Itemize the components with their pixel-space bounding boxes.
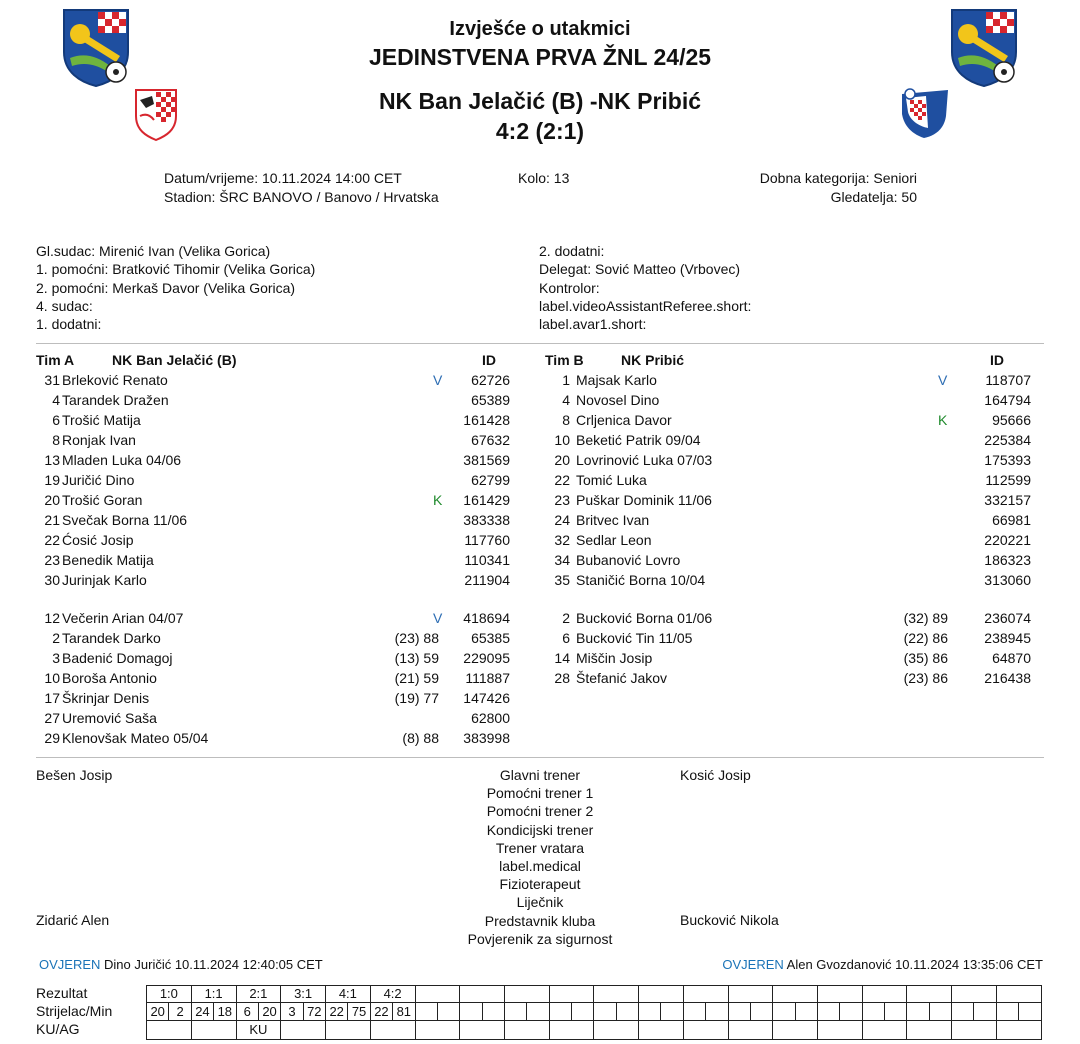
score-cell: [817, 986, 862, 1003]
player-name: Trošić Goran: [62, 492, 143, 508]
scorer-cell: [952, 1003, 974, 1021]
player-name: Štefanić Jakov: [576, 670, 668, 686]
kuag-cell: [415, 1021, 460, 1040]
player-name: Svečak Borna 11/06: [62, 512, 188, 528]
player-number: 22: [44, 532, 60, 548]
score-cell: [907, 986, 952, 1003]
player-number: 6: [52, 412, 60, 428]
divider: [36, 757, 1044, 758]
player-id: 118707: [985, 372, 1031, 388]
staff-role-label: Predstavnik kluba: [484, 912, 596, 929]
player-id: 161428: [463, 412, 510, 428]
score-cell: 1:1: [191, 986, 236, 1003]
scorer-cell: [549, 1003, 571, 1021]
player-row: [30, 510, 510, 530]
official-main-referee: Gl.sudac: Mirenić Ivan (Velika Gorica): [36, 243, 271, 259]
scorer-cell: [683, 1003, 705, 1021]
score-cell: [415, 986, 460, 1003]
score-cell: [683, 986, 728, 1003]
captain-mark: K: [938, 412, 948, 428]
scorer-cell: 72: [303, 1003, 325, 1021]
player-name: Bubanović Lovro: [576, 552, 681, 568]
team-a-label: Tim A: [36, 352, 75, 368]
player-row: [30, 668, 510, 688]
kuag-cell: [683, 1021, 728, 1040]
player-id: 112599: [985, 472, 1031, 488]
player-number: 23: [44, 552, 60, 568]
results-score-row: [147, 986, 1042, 1003]
scorer-cell: [795, 1003, 817, 1021]
results-label-score: Rezultat: [36, 985, 88, 1001]
player-row: [30, 430, 510, 450]
scorer-cell: [572, 1003, 594, 1021]
player-name: Boroša Antonio: [62, 670, 157, 686]
player-row: [30, 490, 510, 510]
results-grid: [146, 985, 1042, 1040]
player-row: [30, 410, 510, 430]
player-name: Bucković Borna 01/06: [576, 610, 713, 626]
player-number: 8: [52, 432, 60, 448]
staff-role-label: Povjerenik za sigurnost: [467, 930, 613, 947]
league-title: JEDINSTVENA PRVA ŽNL 24/25: [368, 44, 712, 70]
scorer-cell: [616, 1003, 638, 1021]
player-id: 236074: [984, 610, 1031, 626]
official-delegate: Delegat: Sović Matteo (Vrbovec): [539, 261, 741, 278]
divider: [36, 343, 1044, 344]
scorer-cell: [460, 1003, 482, 1021]
player-id: 117760: [464, 532, 510, 548]
player-row: [30, 530, 510, 550]
score-cell: 2:1: [236, 986, 281, 1003]
match-teams: [0, 88, 1080, 115]
player-number: 20: [44, 492, 60, 508]
player-name: Badenić Domagoj: [62, 650, 173, 666]
player-id: 220221: [984, 532, 1031, 548]
official-additional-2: 2. dodatni:: [539, 243, 605, 259]
score-cell: [504, 986, 549, 1003]
scorer-cell: [750, 1003, 772, 1021]
scorer-cell: [728, 1003, 750, 1021]
kuag-cell: [996, 1021, 1041, 1040]
kuag-cell: [281, 1021, 326, 1040]
player-number: 2: [562, 610, 570, 626]
staff-role-label: Liječnik: [516, 894, 564, 911]
player-number: 21: [44, 512, 60, 528]
player-id: 383998: [463, 730, 510, 746]
player-row: [30, 550, 510, 570]
player-id: 313060: [984, 572, 1031, 588]
scorer-cell: [594, 1003, 616, 1021]
staff-roles: [420, 766, 660, 948]
away-verified-text: Alen Gvozdanović 10.11.2024 13:35:06 CET: [786, 957, 1043, 972]
player-name: Ćosić Josip: [62, 532, 134, 548]
kuag-cell: [773, 1021, 818, 1040]
player-id: 65385: [471, 630, 510, 646]
official-assistant-1: 1. pomoćni: Bratković Tihomir (Velika Gorica): [36, 261, 316, 278]
final-score: 4:2 (2:1): [495, 118, 585, 144]
substitution-info: (35) 86: [903, 650, 948, 666]
player-id: 62726: [471, 372, 510, 388]
scorer-cell: [504, 1003, 526, 1021]
player-id: 216438: [984, 670, 1031, 686]
player-name: Tarandek Darko: [62, 630, 161, 646]
scorer-cell: [482, 1003, 504, 1021]
away-team-name: NK Pribić: [597, 88, 702, 114]
player-id: 64870: [992, 650, 1031, 666]
team-b-name: NK Pribić: [621, 352, 685, 368]
kuag-cell: [147, 1021, 192, 1040]
player-name: Tarandek Dražen: [62, 392, 169, 408]
player-name: Majsak Karlo: [576, 372, 657, 388]
player-number: 4: [562, 392, 570, 408]
team-b-id-header: ID: [990, 352, 1004, 368]
kuag-cell: [907, 1021, 952, 1040]
player-row: [30, 648, 510, 668]
match-datetime: Datum/vrijeme: 10.11.2024 14:00 CET: [164, 170, 402, 186]
player-row: [540, 668, 1030, 688]
player-row: [30, 450, 510, 470]
player-number: 19: [44, 472, 60, 488]
score-cell: [549, 986, 594, 1003]
player-id: 211904: [464, 572, 510, 588]
player-id: 381569: [463, 452, 510, 468]
home-verified-text: Dino Juričić 10.11.2024 12:40:05 CET: [104, 957, 323, 972]
scorer-cell: 20: [258, 1003, 280, 1021]
away-club-representative: Bucković Nikola: [680, 912, 779, 928]
match-stadium: Stadion: ŠRC BANOVO / Banovo / Hrvatska: [164, 189, 439, 205]
player-number: 8: [562, 412, 570, 428]
kuag-cell: [639, 1021, 684, 1040]
team-separator: -: [589, 88, 598, 114]
scorer-cell: [437, 1003, 459, 1021]
substitution-info: (13) 59: [394, 650, 439, 666]
player-id: 418694: [463, 610, 510, 626]
player-name: Juričić Dino: [62, 472, 135, 488]
kuag-cell: [370, 1021, 415, 1040]
player-id: 66981: [992, 512, 1031, 528]
player-number: 29: [44, 730, 60, 746]
scorer-cell: 81: [393, 1003, 415, 1021]
player-name: Jurinjak Karlo: [62, 572, 147, 588]
kuag-cell: [862, 1021, 907, 1040]
player-row: [540, 628, 1030, 648]
scorer-cell: 22: [326, 1003, 348, 1021]
official-controller: Kontrolor:: [539, 279, 600, 296]
player-row: [30, 470, 510, 490]
player-number: 32: [554, 532, 570, 548]
player-number: 28: [554, 670, 570, 686]
scorer-cell: [929, 1003, 951, 1021]
substitution-info: (19) 77: [394, 690, 439, 706]
player-row: [540, 410, 1030, 430]
player-row: [540, 470, 1030, 490]
player-name: Beketić Patrik 09/04: [576, 432, 701, 448]
player-name: Staničić Borna 10/04: [576, 572, 706, 588]
player-row: [540, 510, 1030, 530]
match-round: Kolo: 13: [518, 170, 570, 186]
player-number: 13: [44, 452, 60, 468]
player-number: 3: [52, 650, 60, 666]
player-name: Ronjak Ivan: [62, 432, 136, 448]
scorer-cell: [840, 1003, 862, 1021]
kuag-cell: [728, 1021, 773, 1040]
scorer-cell: [862, 1003, 884, 1021]
score-cell: [862, 986, 907, 1003]
player-id: 147426: [463, 690, 510, 706]
score-cell: 4:1: [326, 986, 371, 1003]
staff-role-label: Pomoćni trener 2: [486, 803, 594, 820]
player-row: [540, 550, 1030, 570]
captain-mark: K: [433, 492, 443, 508]
score-cell: [639, 986, 684, 1003]
player-number: 2: [52, 630, 60, 646]
kuag-cell: [549, 1021, 594, 1040]
score-cell: [996, 986, 1041, 1003]
scorer-cell: [907, 1003, 929, 1021]
staff-role-label: Glavni trener: [499, 767, 581, 783]
player-number: 10: [554, 432, 570, 448]
staff-role-label: Trener vratara: [495, 839, 585, 856]
kuag-cell: [504, 1021, 549, 1040]
player-id: 383338: [463, 512, 510, 528]
away-verification: [722, 957, 1043, 972]
staff-role-label: Pomoćni trener 1: [486, 785, 594, 802]
player-row: [30, 608, 510, 628]
player-number: 27: [44, 710, 60, 726]
substitution-info: (23) 88: [394, 630, 439, 646]
player-number: 14: [554, 650, 570, 666]
player-name: Lovrinović Luka 07/03: [576, 452, 713, 468]
away-verified-status: OVJEREN: [722, 957, 784, 972]
player-id: 111887: [465, 670, 510, 686]
scorer-cell: [706, 1003, 728, 1021]
score-cell: [773, 986, 818, 1003]
player-number: 34: [554, 552, 570, 568]
scorer-cell: 22: [370, 1003, 392, 1021]
kuag-cell: [952, 1021, 997, 1040]
official-assistant-2: 2. pomoćni: Merkaš Davor (Velika Gorica): [36, 279, 296, 296]
official-additional-1: 1. dodatni:: [36, 316, 102, 333]
player-number: 31: [44, 372, 60, 388]
player-id: 175393: [984, 452, 1031, 468]
player-number: 1: [562, 372, 570, 388]
player-row: [540, 390, 1030, 410]
scorer-cell: 18: [214, 1003, 236, 1021]
score-cell: [728, 986, 773, 1003]
player-row: [30, 570, 510, 590]
scorer-cell: 2: [169, 1003, 191, 1021]
player-number: 22: [554, 472, 570, 488]
player-row: [30, 370, 510, 390]
player-id: 161429: [463, 492, 510, 508]
player-number: 6: [562, 630, 570, 646]
home-head-coach: Bešen Josip: [36, 767, 113, 783]
scorer-cell: [661, 1003, 683, 1021]
away-head-coach: Kosić Josip: [680, 767, 751, 783]
score-cell: 1:0: [147, 986, 192, 1003]
player-id: 164794: [984, 392, 1031, 408]
player-name: Puškar Dominik 11/06: [576, 492, 712, 508]
goalkeeper-mark: V: [433, 610, 443, 626]
player-row: [540, 490, 1030, 510]
scorer-cell: 6: [236, 1003, 258, 1021]
player-row: [540, 530, 1030, 550]
player-number: 4: [52, 392, 60, 408]
player-name: Bucković Tin 11/05: [576, 630, 693, 646]
official-avar: label.avar1.short:: [539, 316, 647, 333]
player-name: Škrinjar Denis: [62, 690, 150, 706]
player-row: [30, 728, 510, 748]
kuag-cell: [191, 1021, 236, 1040]
player-number: 10: [44, 670, 60, 686]
player-id: 225384: [984, 432, 1031, 448]
player-row: [540, 570, 1030, 590]
score-cell: [952, 986, 997, 1003]
player-row: [540, 370, 1030, 390]
player-id: 62799: [471, 472, 510, 488]
player-name: Novosel Dino: [576, 392, 660, 408]
staff-role-label: Kondicijski trener: [486, 821, 594, 838]
officials-right: [539, 242, 751, 333]
player-name: Crljenica Davor: [576, 412, 672, 428]
player-name: Sedlar Leon: [576, 532, 652, 548]
substitution-info: (22) 86: [903, 630, 948, 646]
scorer-cell: 24: [191, 1003, 213, 1021]
staff-role-label: Fizioterapeut: [499, 876, 581, 893]
home-verification: [39, 957, 323, 972]
goalkeeper-mark: V: [433, 372, 443, 388]
results-label-scorer: Strijelac/Min: [36, 1003, 113, 1019]
player-number: 23: [554, 492, 570, 508]
player-id: 95666: [992, 412, 1031, 428]
staff-role-label: label.medical: [499, 858, 581, 875]
player-number: 30: [44, 572, 60, 588]
player-number: 24: [554, 512, 570, 528]
player-id: 65389: [471, 392, 510, 408]
player-row: [30, 390, 510, 410]
player-row: [540, 430, 1030, 450]
player-id: 67632: [471, 432, 510, 448]
results-kuag-row: [147, 1021, 1042, 1040]
player-row: [30, 628, 510, 648]
substitution-info: (8) 88: [402, 730, 439, 746]
scorer-cell: 75: [348, 1003, 370, 1021]
scorer-cell: [639, 1003, 661, 1021]
player-name: Mladen Luka 04/06: [62, 452, 182, 468]
score-cell: 4:2: [370, 986, 415, 1003]
substitution-info: (32) 89: [903, 610, 948, 626]
official-fourth: 4. sudac:: [36, 297, 93, 314]
score-cell: [460, 986, 505, 1003]
player-id: 229095: [463, 650, 510, 666]
team-a-name: NK Ban Jelačić (B): [112, 352, 237, 368]
player-id: 186323: [984, 552, 1031, 568]
player-name: Benedik Matija: [62, 552, 154, 568]
player-row: [30, 688, 510, 708]
scorer-cell: 20: [147, 1003, 169, 1021]
substitution-info: (21) 59: [394, 670, 439, 686]
player-name: Miščin Josip: [576, 650, 653, 666]
score-cell: 3:1: [281, 986, 326, 1003]
kuag-cell: [460, 1021, 505, 1040]
scorer-cell: [1019, 1003, 1042, 1021]
results-label-kuag: KU/AG: [36, 1021, 80, 1037]
results-scorer-row: [147, 1003, 1042, 1021]
player-name: Uremović Saša: [62, 710, 157, 726]
scorer-cell: [415, 1003, 437, 1021]
scorer-cell: [996, 1003, 1018, 1021]
home-club-representative: Zidarić Alen: [36, 912, 110, 928]
player-name: Britvec Ivan: [576, 512, 650, 528]
match-spectators: Gledatelja: 50: [830, 189, 917, 205]
team-b-label: Tim B: [545, 352, 584, 368]
kuag-cell: [326, 1021, 371, 1040]
official-var: label.videoAssistantReferee.short:: [539, 297, 752, 314]
player-row: [540, 450, 1030, 470]
scorer-cell: [885, 1003, 907, 1021]
officials-left: [36, 242, 315, 333]
scorer-cell: 3: [281, 1003, 303, 1021]
score-cell: [594, 986, 639, 1003]
player-number: 12: [44, 610, 60, 626]
report-title: Izvješće o utakmici: [449, 18, 631, 40]
player-number: 17: [44, 690, 60, 706]
player-id: 332157: [984, 492, 1031, 508]
kuag-cell: [594, 1021, 639, 1040]
goalkeeper-mark: V: [938, 372, 948, 388]
team-a-id-header: ID: [482, 352, 496, 368]
scorer-cell: [527, 1003, 549, 1021]
home-verified-status: OVJEREN: [39, 957, 101, 972]
player-id: 238945: [984, 630, 1031, 646]
kuag-cell: [817, 1021, 862, 1040]
player-name: Brleković Renato: [62, 372, 168, 388]
kuag-cell: KU: [236, 1021, 281, 1040]
player-number: 20: [554, 452, 570, 468]
player-name: Tomić Luka: [576, 472, 647, 488]
player-id: 110341: [464, 552, 510, 568]
substitution-info: (23) 86: [903, 670, 948, 686]
player-row: [540, 648, 1030, 668]
match-category: Dobna kategorija: Seniori: [759, 170, 917, 186]
scorer-cell: [773, 1003, 795, 1021]
player-row: [30, 708, 510, 728]
scorer-cell: [817, 1003, 839, 1021]
player-number: 35: [554, 572, 570, 588]
player-id: 62800: [471, 710, 510, 726]
player-name: Trošić Matija: [62, 412, 141, 428]
home-team-name: NK Ban Jelačić (B): [378, 88, 584, 114]
player-name: Klenovšak Mateo 05/04: [62, 730, 209, 746]
player-row: [540, 608, 1030, 628]
scorer-cell: [974, 1003, 996, 1021]
player-name: Večerin Arian 04/07: [62, 610, 184, 626]
